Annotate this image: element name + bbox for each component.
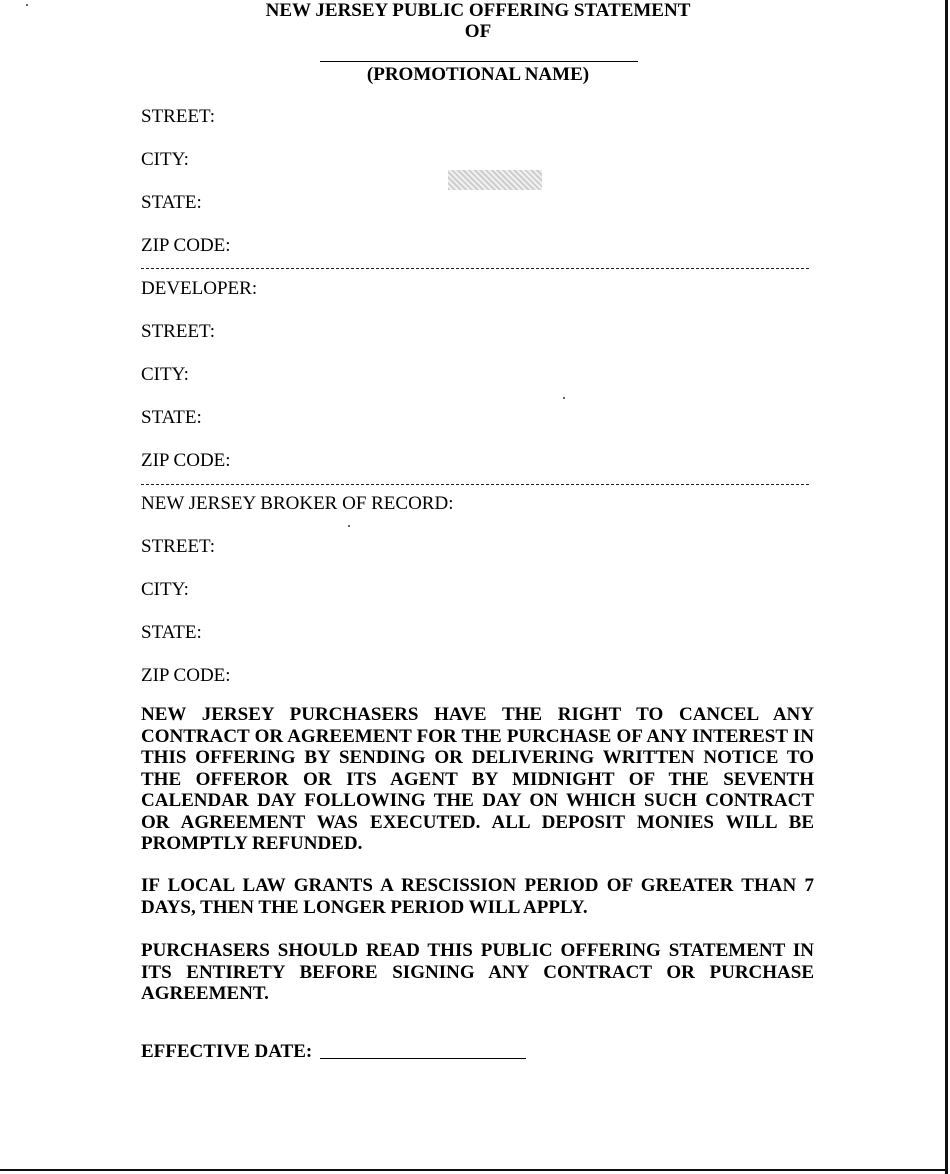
property-zip-label: ZIP CODE: xyxy=(141,235,231,256)
broker-zip-label: ZIP CODE: xyxy=(141,665,231,686)
broker-street-label: STREET: xyxy=(141,536,215,557)
effective-date-blank-line xyxy=(320,1058,526,1059)
scan-speck xyxy=(563,397,565,399)
read-entirety-notice: PURCHASERS SHOULD READ THIS PUBLIC OFFERING STATEMENT IN ITS ENTIRETY BEFORE SIGNING ANY CONTRACT OR PURCHASE AGREEMENT. xyxy=(141,940,814,1004)
broker-heading: NEW JERSEY BROKER OF RECORD: xyxy=(141,493,454,514)
broker-state-label: STATE: xyxy=(141,622,202,643)
property-state-label: STATE: xyxy=(141,192,202,213)
developer-state-label: STATE: xyxy=(141,407,202,428)
broker-city-label: CITY: xyxy=(141,579,189,600)
faint-stamp-mark xyxy=(448,170,542,190)
cancellation-right-notice: NEW JERSEY PURCHASERS HAVE THE RIGHT TO CANCEL ANY CONTRACT OR AGREEMENT FOR THE PURCHASE OF ANY INTEREST IN THIS OFFERING BY SENDING OR DELIVERING WRITTEN NOTICE TO THE OFFEROR OR ITS AGENT BY MIDNIGHT OF THE SEVENTH CALENDAR DAY FOLLOWING THE DAY ON WHICH SUCH CONTRACT OR AGREEMENT WAS EXECUTED. ALL DEPOSIT MONIES WILL BE PROMPTLY REFUNDED. xyxy=(141,704,814,854)
section-divider xyxy=(141,268,809,269)
developer-heading: DEVELOPER: xyxy=(141,278,258,299)
property-street-label: STREET: xyxy=(141,106,215,127)
section-divider xyxy=(141,484,809,485)
promotional-name-blank-line xyxy=(320,61,638,62)
document-title: NEW JERSEY PUBLIC OFFERING STATEMENT xyxy=(265,0,691,21)
effective-date-label: EFFECTIVE DATE: xyxy=(141,1041,313,1062)
rescission-period-notice: IF LOCAL LAW GRANTS A RESCISSION PERIOD OF GREATER THAN 7 DAYS, THEN THE LONGER PERIOD WILL APPLY. xyxy=(141,875,814,918)
scan-bottom-line xyxy=(0,1169,945,1171)
developer-street-label: STREET: xyxy=(141,321,215,342)
title-of: OF xyxy=(464,21,492,42)
scan-speck xyxy=(26,4,28,6)
scan-speck xyxy=(348,525,350,527)
scan-right-edge xyxy=(945,0,948,1174)
promotional-name-label: (PROMOTIONAL NAME) xyxy=(366,64,590,85)
developer-city-label: CITY: xyxy=(141,364,189,385)
developer-zip-label: ZIP CODE: xyxy=(141,450,231,471)
property-city-label: CITY: xyxy=(141,149,189,170)
